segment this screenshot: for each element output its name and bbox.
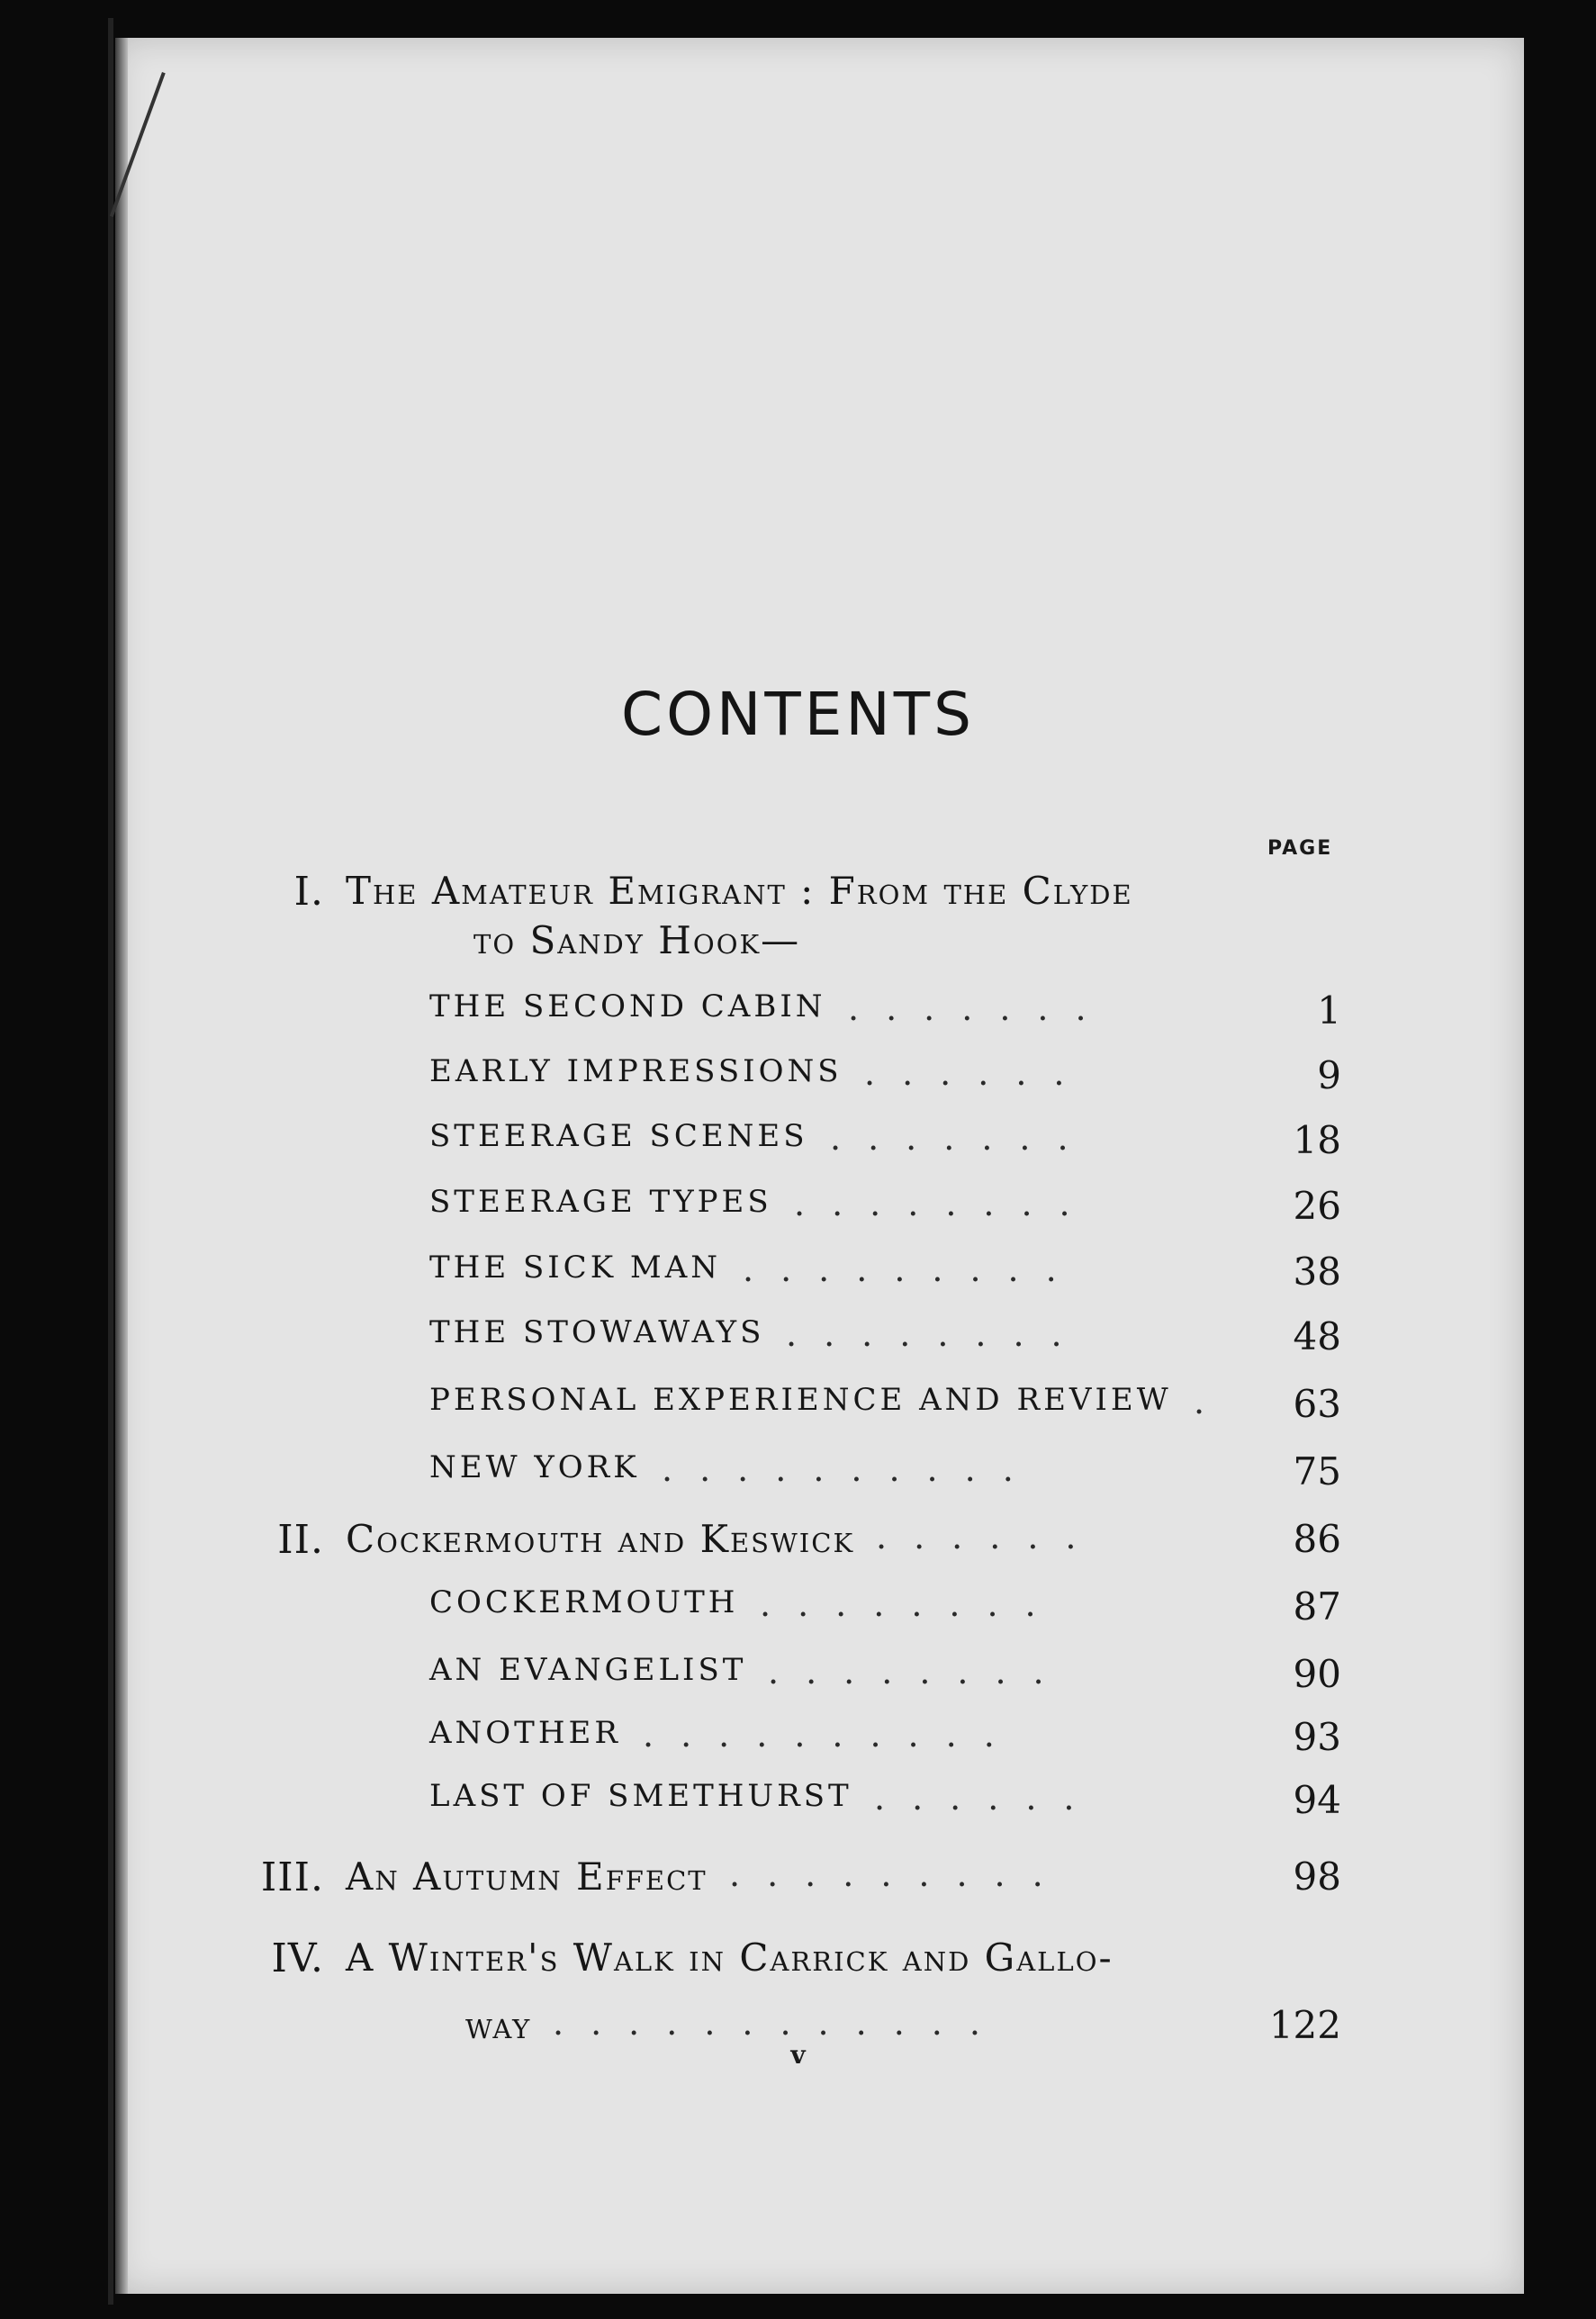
toc-entry: [0, 1584, 1596, 1638]
toc-entry-label: STEERAGE TYPES: [429, 1184, 772, 1220]
leader-dots: ..........: [662, 1449, 1041, 1489]
toc-entry-label: THE SICK MAN: [429, 1250, 722, 1286]
toc-entry-page-number: 26: [1293, 1184, 1341, 1228]
toc-entry-page-number: 86: [1293, 1517, 1341, 1561]
leader-dots: .........: [729, 1854, 1070, 1894]
toc-entry-label: ANOTHER: [429, 1715, 621, 1751]
toc-entry-label: NEW YORK: [429, 1449, 640, 1485]
toc-entry: [0, 1053, 1596, 1107]
page-title: CONTENTS: [620, 680, 975, 749]
toc-entry: [0, 1118, 1596, 1172]
toc-entry: [0, 1715, 1596, 1769]
toc-entry: [0, 988, 1596, 1042]
toc-entry: [0, 1382, 1596, 1436]
leader-dots: ........: [768, 1652, 1071, 1692]
leader-dots: ........: [794, 1184, 1097, 1223]
toc-entry-numeral: IV.: [271, 1936, 324, 1981]
toc-entry-label: STEERAGE SCENES: [429, 1118, 808, 1154]
toc-entry-label: Cockermouth and Keswick: [346, 1517, 855, 1561]
toc-entry-label: LAST OF SMETHURST: [429, 1778, 852, 1814]
toc-entry-label: EARLY IMPRESSIONS: [429, 1053, 843, 1089]
leader-dots: .......: [848, 988, 1114, 1028]
toc-entry: [0, 1936, 1596, 1990]
toc-entry: [0, 869, 1596, 923]
toc-entry-page-number: 18: [1293, 1118, 1341, 1162]
toc-entry: [0, 1778, 1596, 1832]
leader-dots: .........: [743, 1250, 1084, 1289]
toc-entry-label: way: [465, 2003, 532, 2047]
toc-entry-numeral: I.: [293, 869, 324, 915]
leader-dots: ......: [864, 1053, 1092, 1093]
toc-entry-page-number: 94: [1293, 1778, 1341, 1822]
toc-entry-page-number: 98: [1293, 1854, 1341, 1899]
toc-entry-page-number: 63: [1293, 1382, 1341, 1426]
leader-dots: ..........: [643, 1715, 1022, 1755]
leader-dots: ......: [876, 1517, 1104, 1557]
page-folio: v: [790, 2040, 806, 2070]
leader-dots: ............: [553, 2003, 1007, 2043]
toc-entry-numeral: II.: [277, 1517, 324, 1563]
toc-entry-label: A Winter's Walk in Carrick and Gallo-: [346, 1936, 1114, 1980]
toc-entry-label: PERSONAL EXPERIENCE AND REVIEW: [429, 1382, 1172, 1418]
toc-entry-page-number: 38: [1293, 1250, 1341, 1294]
toc-entry: [0, 1184, 1596, 1238]
toc-entry-page-number: 75: [1293, 1449, 1341, 1493]
leader-dots: ........: [760, 1584, 1063, 1624]
toc-entry-label: COCKERMOUTH: [429, 1584, 739, 1620]
toc-entry-page-number: 93: [1293, 1715, 1341, 1759]
toc-entry-label: The Amateur Emigrant : From the Clyde: [346, 869, 1133, 913]
toc-entry: [0, 1517, 1596, 1571]
leader-dots: ......: [874, 1778, 1102, 1818]
toc-entry: [0, 918, 1596, 972]
leader-dots: ........: [786, 1314, 1089, 1354]
toc-entry: [0, 1854, 1596, 1908]
toc-entry-page-number: 122: [1268, 2003, 1341, 2047]
toc-entry-label: THE SECOND CABIN: [429, 988, 826, 1024]
toc-entry-page-number: 48: [1293, 1314, 1341, 1358]
leader-dots: .: [1194, 1382, 1232, 1421]
toc-entry: [0, 1250, 1596, 1304]
page-column-heading: PAGE: [1267, 837, 1333, 860]
toc-entry: [0, 1449, 1596, 1503]
toc-entry: [0, 1652, 1596, 1706]
toc-entry-label: to Sandy Hook—: [473, 918, 801, 962]
toc-entry-label: An Autumn Effect: [346, 1854, 708, 1899]
toc-entry-page-number: 87: [1293, 1584, 1341, 1629]
toc-entry-page-number: 1: [1317, 988, 1341, 1033]
toc-entry-label: AN EVANGELIST: [429, 1652, 747, 1688]
toc-entry-page-number: 9: [1317, 1053, 1341, 1097]
toc-entry: [0, 1314, 1596, 1368]
leader-dots: .......: [830, 1118, 1096, 1158]
toc-entry-page-number: 90: [1293, 1652, 1341, 1696]
toc-entry-label: THE STOWAWAYS: [429, 1314, 765, 1350]
toc-entry-numeral: III.: [260, 1854, 324, 1900]
